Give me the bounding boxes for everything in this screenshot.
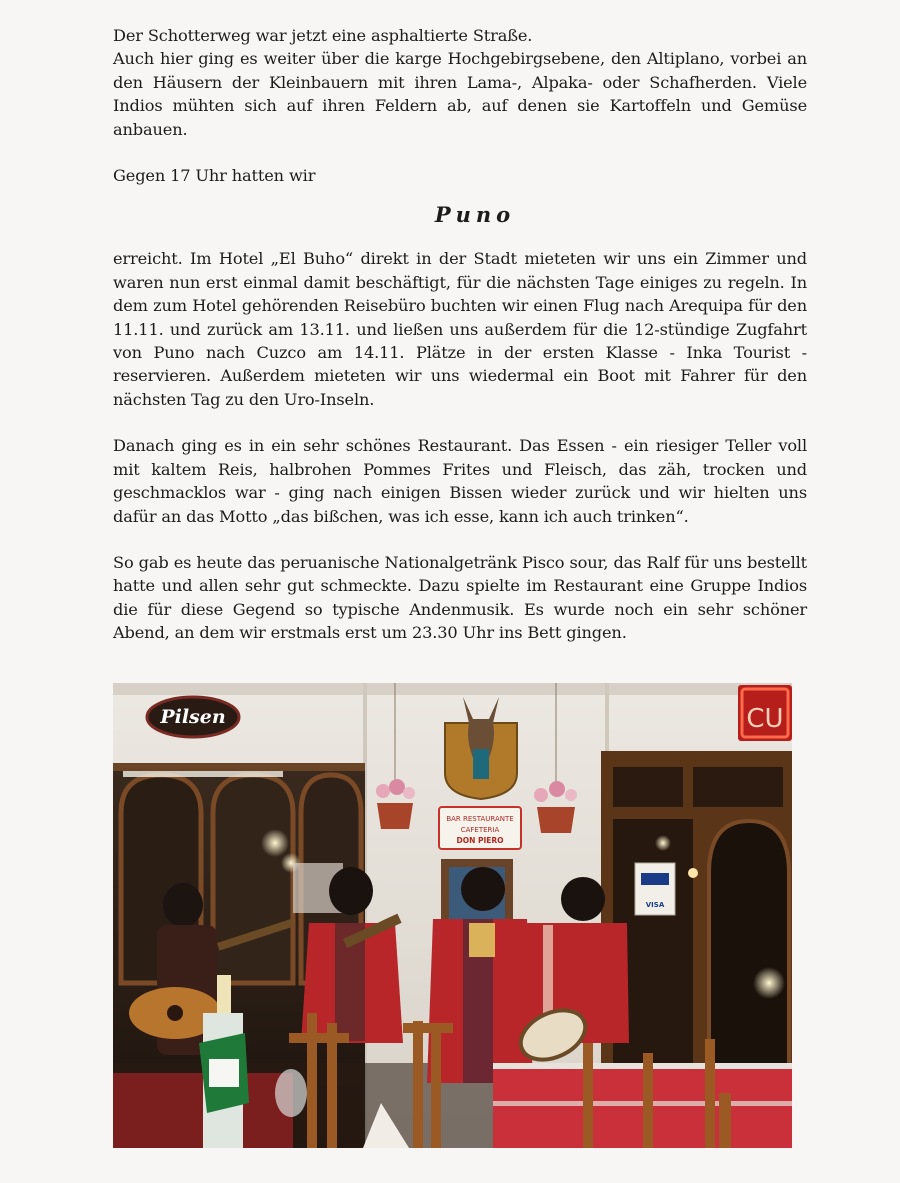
pilsen-neon-sign: [147, 697, 239, 737]
sign-line-1: BAR RESTAURANTE: [446, 815, 514, 823]
right-neon-sign: [738, 685, 792, 741]
restaurant-photo: [113, 683, 792, 1148]
paragraph-hotel: erreicht. Im Hotel „El Buho“ direkt in der Stadt mieteten wir uns ein Zimmer und waren nun erst einmal damit beschäftigt, für die nächsten Tage einiges zu regeln. In dem zum Hotel gehörenden Reisebüro buchten wir einen Flug nach Arequipa für den 11.11. und zurück am 13.11. und ließen uns außerdem für die 12-stündige Zugfahrt von Puno nach Cuzco am 14.11. Plätze in der ersten Klasse - Inka Tourist - reservieren. Außerdem mieteten wir uns wiedermal ein Boot mit Fahrer für den nächsten Tag zu den Uro-Inseln.: [113, 249, 807, 409]
sign-line-2: CAFETERIA: [460, 826, 500, 834]
right-neon-text: CU: [746, 704, 784, 734]
glass: [275, 1069, 307, 1117]
restaurant-sign: [439, 807, 521, 849]
sign-line-3: DON PIERO: [456, 836, 504, 845]
visa-text: VISA: [645, 901, 665, 909]
paragraph-altiplano: Auch hier ging es weiter über die karge Hochgebirgsebene, den Altiplano, vorbei an den Häusern der Kleinbauern mit ihren Lama-, Alpaka- oder Schafherden. Viele Indios mühten sich auf ihren Feldern ab, auf denen sie Kartoffeln und Gemüse anbauen.: [113, 49, 807, 139]
paragraph-pisco: So gab es heute das peruanische Nationalgetränk Pisco sour, das Ralf für uns bestellt hatte und allen sehr gut schmeckte. Dazu spielte im Restaurant eine Gruppe Indios die für diese Gegend so typische Andenmusik. Es wurde noch ein sehr schöner Abend, an dem wir erstmals erst um 23.30 Uhr ins Bett gingen.: [113, 552, 807, 643]
paragraph-arrival: Gegen 17 Uhr hatten wir: [113, 166, 316, 186]
paragraph-restaurant: Danach ging es in ein sehr schönes Restaurant. Das Essen - ein riesiger Teller voll mit kaltem Reis, halbrohen Pommes Frites und Fleisch, das zäh, trocken und geschmacklos war - ging nach einigen Bissen wieder zurück und wir hielten uns dafür an das Motto „das bißchen, was ich esse, kann ich auch trinken“.: [113, 436, 807, 526]
document-page: [113, 24, 807, 645]
paragraph-line-1: Der Schotterweg war jetzt eine asphaltierte Straße.: [113, 26, 533, 45]
pilsen-text: Pilsen: [160, 706, 226, 728]
city-heading: Puno: [434, 202, 516, 228]
